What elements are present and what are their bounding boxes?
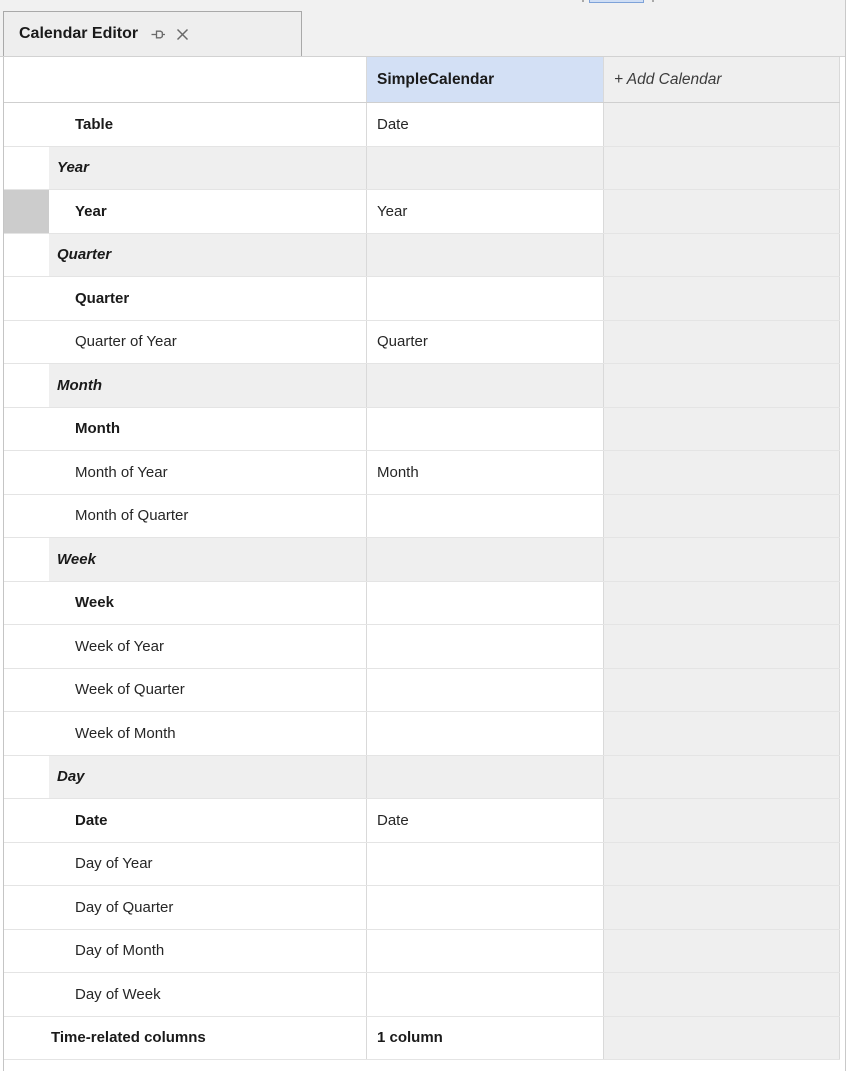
table-row (4, 103, 840, 147)
row-selector[interactable] (4, 408, 49, 451)
row-label: Month (49, 364, 366, 407)
row-selector[interactable] (4, 321, 49, 364)
table-row (4, 843, 840, 887)
row-label[interactable]: Month of Year (75, 463, 168, 481)
row-value-cell[interactable] (366, 277, 603, 320)
row-value-cell (366, 234, 603, 277)
table-row (4, 669, 840, 713)
add-calendar-column-cell (603, 321, 840, 364)
add-calendar-column-cell (603, 582, 840, 625)
header-gutter (4, 57, 49, 102)
add-calendar-column-cell (603, 930, 840, 973)
row-selector[interactable] (4, 712, 49, 755)
row-value-cell (366, 364, 603, 407)
row-value-cell[interactable]: Date (366, 103, 603, 146)
section-row (4, 538, 840, 582)
pin-icon[interactable] (146, 22, 170, 46)
row-value-cell[interactable] (366, 930, 603, 973)
row-selector[interactable] (4, 930, 49, 973)
add-calendar-column-cell (603, 234, 840, 277)
section-row (4, 234, 840, 278)
add-calendar-column-cell (603, 886, 840, 929)
add-calendar-button[interactable]: + Add Calendar (603, 57, 840, 102)
row-selector[interactable] (4, 190, 49, 233)
row-label[interactable]: Week of Quarter (75, 681, 185, 699)
cropped-ui-tick (582, 0, 584, 2)
tab-title: Calendar Editor (19, 25, 139, 42)
row-selector[interactable] (4, 234, 49, 277)
table-row (4, 799, 840, 843)
table-row (4, 190, 840, 234)
row-label[interactable]: Date (75, 811, 108, 829)
table-row (4, 973, 840, 1017)
row-selector[interactable] (4, 756, 49, 799)
panel-footer-area (3, 1060, 839, 1071)
add-calendar-column-cell (603, 1017, 840, 1060)
row-value-cell[interactable] (366, 495, 603, 538)
row-selector[interactable] (4, 625, 49, 668)
row-value-cell[interactable] (366, 669, 603, 712)
row-selector[interactable] (4, 103, 49, 146)
row-label[interactable]: Time-related columns (51, 1029, 206, 1047)
table-row (4, 495, 840, 539)
row-value-cell[interactable] (366, 582, 603, 625)
row-selector[interactable] (4, 886, 49, 929)
row-label[interactable]: Year (75, 202, 107, 220)
add-calendar-column-cell (603, 364, 840, 407)
cropped-toolbar-button[interactable] (589, 0, 644, 3)
row-label[interactable]: Week (75, 594, 114, 612)
row-label: Week (49, 538, 366, 581)
row-selector[interactable] (4, 973, 49, 1016)
add-calendar-column-cell (603, 669, 840, 712)
tab-calendar-editor[interactable] (3, 11, 302, 56)
row-value-cell[interactable] (366, 843, 603, 886)
add-calendar-column-cell (603, 799, 840, 842)
row-value-cell[interactable]: Quarter (366, 321, 603, 364)
section-row (4, 756, 840, 800)
row-selector[interactable] (4, 495, 49, 538)
add-calendar-column-cell (603, 451, 840, 494)
table-row (4, 582, 840, 626)
row-selector[interactable] (4, 843, 49, 886)
calendar-name-header[interactable]: SimpleCalendar (366, 57, 603, 102)
row-value-cell[interactable] (366, 408, 603, 451)
table-row (4, 1017, 840, 1061)
add-calendar-column-cell (603, 843, 840, 886)
add-calendar-column-cell (603, 147, 840, 190)
add-calendar-column-cell (603, 495, 840, 538)
row-label: Year (49, 147, 366, 190)
close-icon[interactable] (170, 22, 194, 46)
row-selector[interactable] (4, 582, 49, 625)
table-row (4, 712, 840, 756)
table-row (4, 408, 840, 452)
row-label[interactable]: Table (75, 115, 114, 133)
row-label[interactable]: Quarter (75, 289, 130, 307)
calendar-grid (3, 57, 840, 1060)
panel-header-strip (0, 0, 845, 57)
row-selector[interactable] (4, 669, 49, 712)
row-value-cell (366, 538, 603, 581)
row-label[interactable]: Quarter of Year (75, 333, 177, 351)
row-value-cell[interactable]: Date (366, 799, 603, 842)
row-label[interactable]: Month of Quarter (75, 507, 189, 525)
cropped-ui-tick (652, 0, 654, 2)
table-row (4, 321, 840, 365)
header-label-spacer (49, 57, 366, 102)
add-calendar-column-cell (603, 408, 840, 451)
panel-right-border (845, 0, 846, 1071)
table-row (4, 886, 840, 930)
row-value-cell[interactable] (366, 973, 603, 1016)
row-label: Quarter (49, 234, 366, 277)
add-calendar-column-cell (603, 973, 840, 1016)
table-row (4, 277, 840, 321)
grid-header-row (4, 57, 840, 103)
row-selector[interactable] (4, 799, 49, 842)
row-value-cell (366, 756, 603, 799)
add-calendar-column-cell (603, 277, 840, 320)
row-selector[interactable] (4, 277, 49, 320)
add-calendar-column-cell (603, 756, 840, 799)
row-value-cell[interactable] (366, 886, 603, 929)
add-calendar-column-cell (603, 190, 840, 233)
row-value-cell[interactable] (366, 712, 603, 755)
row-selector[interactable] (4, 364, 49, 407)
table-row (4, 930, 840, 974)
add-calendar-column-cell (603, 712, 840, 755)
table-row (4, 451, 840, 495)
row-selector[interactable] (4, 538, 49, 581)
row-label[interactable]: Day of Month (75, 942, 165, 960)
add-calendar-column-cell (603, 538, 840, 581)
row-label[interactable]: Day of Year (75, 855, 153, 873)
row-label: Day (49, 756, 366, 799)
row-selector[interactable] (4, 451, 49, 494)
add-calendar-column-cell (603, 103, 840, 146)
row-label[interactable]: Month (75, 420, 120, 438)
table-row (4, 625, 840, 669)
section-row (4, 147, 840, 191)
row-label[interactable]: Week of Month (75, 724, 176, 742)
row-selector[interactable] (4, 147, 49, 190)
grid-rows (4, 103, 840, 1060)
row-value-cell[interactable] (366, 625, 603, 668)
row-value-cell[interactable]: Year (366, 190, 603, 233)
row-selector[interactable] (4, 1017, 49, 1060)
row-label[interactable]: Day of Quarter (75, 898, 174, 916)
row-label[interactable]: Week of Year (75, 637, 164, 655)
section-row (4, 364, 840, 408)
row-value-cell[interactable]: Month (366, 451, 603, 494)
row-value-cell (366, 147, 603, 190)
row-label[interactable]: Day of Week (75, 985, 161, 1003)
row-value-cell[interactable]: 1 column (366, 1017, 603, 1060)
add-calendar-column-cell (603, 625, 840, 668)
